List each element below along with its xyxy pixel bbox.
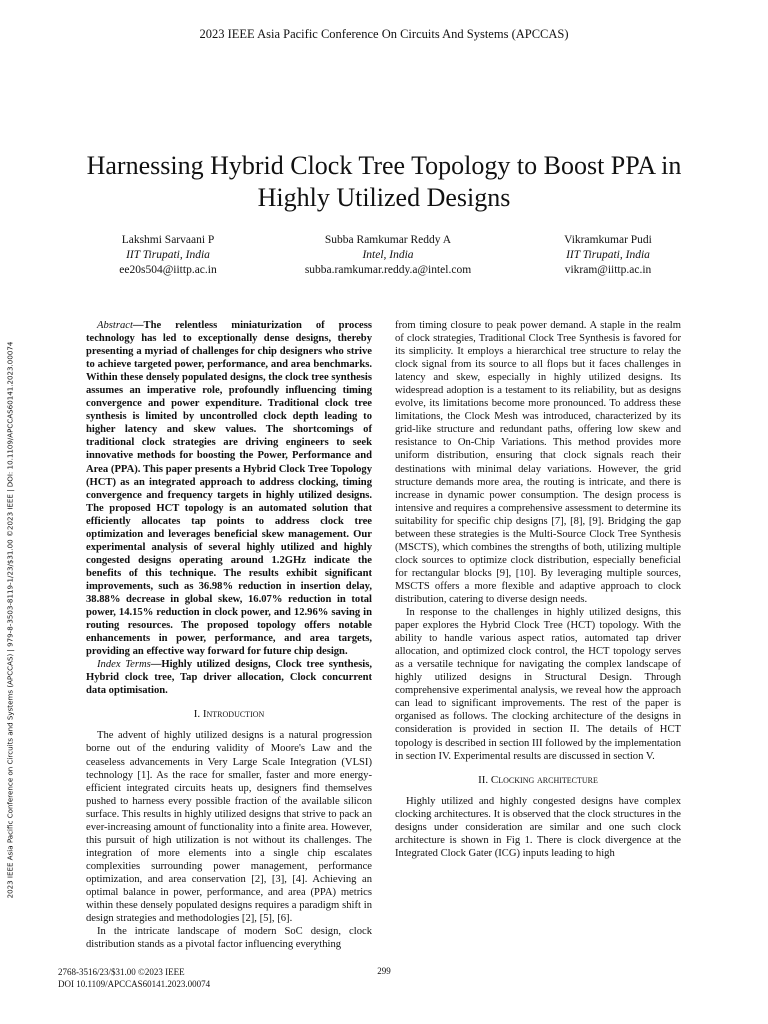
paragraph: Highly utilized and highly congested designs have complex clocking architectures. It is observed that the clock structures in the designs under consideration are similar and one such clock architecture is shown in Fig 1. There is clock divergence at the Integrated Clock Gater (ICG) inputs leading to high [395,795,681,859]
author-3 [498,233,718,278]
page-number: 299 [377,966,391,976]
paragraph: In response to the challenges in highly utilized designs, this paper explores the Hybrid Clock Tree (HCT) topology. With the ability to handle various aspect ratios, automated tap driver allocation, and optimized clock control, the HCT topology serves as a versatile technique for navigating the complex landscape of highly utilized designs in Structural Design. Through comprehensive experimental analysis, we reveal how the approach can lead to significant improvements. The rest of the paper is organised as follows. The clocking architecture of the designs in consideration is provided in section II. The details of HCT topology is described in section III followed by the implementation in section IV. Experimental results are discussed in section V. [395,607,681,762]
author-affiliation: IIT Tirupati, India [566,249,650,261]
section-heading-clocking-architecture: II. Clocking architecture [478,773,598,786]
right-column [395,319,681,860]
index-terms-label: Index Terms [97,659,151,671]
paper-title: Harnessing Hybrid Clock Tree Topology to Boost PPA in Highly Utilized Designs [86,151,682,212]
abstract [86,319,372,658]
conference-header: 2023 IEEE Asia Pacific Conference On Circuits And Systems (APCCAS) [199,27,569,41]
index-terms-text: —Highly utilized designs, Clock tree synthesis, Hybrid clock tree, Tap driver allocation, Clock concurrent data optimisation. [86,659,372,697]
author-name: Lakshmi Sarvaani P [121,234,215,246]
paragraph: In the intricate landscape of modern SoC design, clock distribution stands as a pivotal factor influencing everything [86,926,372,951]
index-terms [86,658,372,697]
author-block [58,233,718,278]
author-affiliation: IIT Tirupati, India [126,249,210,261]
abstract-text: —The relentless miniaturization of process technology has led to exceptionally dense designs, thereby presenting a myriad of challenges for chip designers who strive to achieve targeted power, performance, and area benchmarks. Within these densely populated designs, the clock tree synthesis assumes an imperative role, profoundly influencing timing convergence and power expenditure. Traditional clock tree synthesis is limited by uncontrolled clock depth leading to higher latency and skew values. The shortcomings of traditional clock strategies are driving engineers to seek innovative methods for boosting the Power, Performance and Area (PPA). This paper presents a Hybrid Clock Tree Topology (HCT) as an integrated approach to address clocking, timing convergence and frequency targets in highly utilized designs. The proposed HCT topology is an automated solution that efficiently allocates tap points to address clock tree optimization and leverages beneficial skew management. Our experimental analysis of several highly utilized and highly congested designs operating around 1.2GHz indicate the benefits of this technique. The results exhibit significant improvements, such as 36.98% reduction in insertion delay, 38.88% decrease in global skew, 16.07% reduction in total power, 14.15% reduction in clock power, and 12.96% saving in routing resources. The proposed topology offers notable enhancements in power, performance, and area targets, providing an effective way forward for future chip design. [86,320,372,658]
author-email: ee20s504@iittp.ac.in [119,264,217,276]
author-email: subba.ramkumar.reddy.a@intel.com [304,264,472,276]
footer-price-line: 2768-3516/23/$31.00 ©2023 IEEE [58,967,185,977]
author-name: Vikramkumar Pudi [564,234,652,246]
paragraph: from timing closure to peak power demand. A staple in the realm of clock strategies, Traditional Clock Tree Synthesis is favored for its simplicity. It employs a hierarchical tree structure to relay the clock signal from its source to all flops but it faces challenges in latency and skew, especially in highly utilized designs. Its widespread adoption is a testament to its reliability, but as designs evolve, its limitations become more pronounced. To address these limitations, the Clock Mesh was introduced, characterized by its grid-like structure and redundant paths, offering low skew and resistance to On-Chip Variations. This method provides more uniform distribution, ensuring that clock signals reach their destinations with minimal delay variations. However, the grid structure demands more area, the routing is intricate, and there is increase in dynamic power consumption. The design process is intensive and requires a comprehensive assessment to determine its suitability for specific chip designs [7], [8], [9]. Bridging the gap between these strategies is the Multi-Source Clock Tree Synthesis (MSCTS), which combines the strengths of both, utilizing multiple clock sources to optimize clock distribution, especially beneficial for rectangular blocks [9], [10]. By leveraging multiple sources, MSCTS offers a more flexible and adaptive approach to clock distribution, catering to diverse design needs. [395,320,681,605]
section-heading-introduction: I. Introduction [193,708,265,721]
author-affiliation: Intel, India [362,249,414,261]
author-2 [278,233,498,278]
left-column [86,319,372,951]
doi-sidebar [1,290,19,950]
footer-doi-line: DOI 10.1109/APCCAS60141.2023.00074 [58,979,211,989]
author-email: vikram@iittp.ac.in [564,264,652,276]
paragraph: The advent of highly utilized designs is a natural progression borne out of the enduring validity of Moore's Law and the ceaseless advancements in Very Large Scale Integration (VLSI) technology [1]. As the race for smaller, faster and more energy-efficient integrated circuits heats up, designers find themselves pushed to harness every possible fraction of the available silicon surface. This results in highly utilized designs that strive to pack an ever-increasing amount of functionality into a finite area. However, this pursuit of high utilization is not without its challenges. The integration of more elements into a single chip escalates complexities surrounding power management, performance optimization, and area conservation [2], [3], [4]. Achieving an optimal balance in power, performance, and area (PPA) metrics within these densely populated designs requires a paradigm shift in design strategies and methodologies [2], [5], [6]. [86,730,372,925]
abstract-label: Abstract [97,320,133,331]
author-name: Subba Ramkumar Reddy A [324,234,452,246]
sidebar-text: 2023 IEEE Asia Pacific Conference on Circuits and Systems (APCCAS) | 979-8-3503-8119-1/23/$31.00 ©2023 IEEE | DOI: 10.1109/APCCAS60141.2023.00074 [5,341,15,899]
author-1 [58,233,278,278]
